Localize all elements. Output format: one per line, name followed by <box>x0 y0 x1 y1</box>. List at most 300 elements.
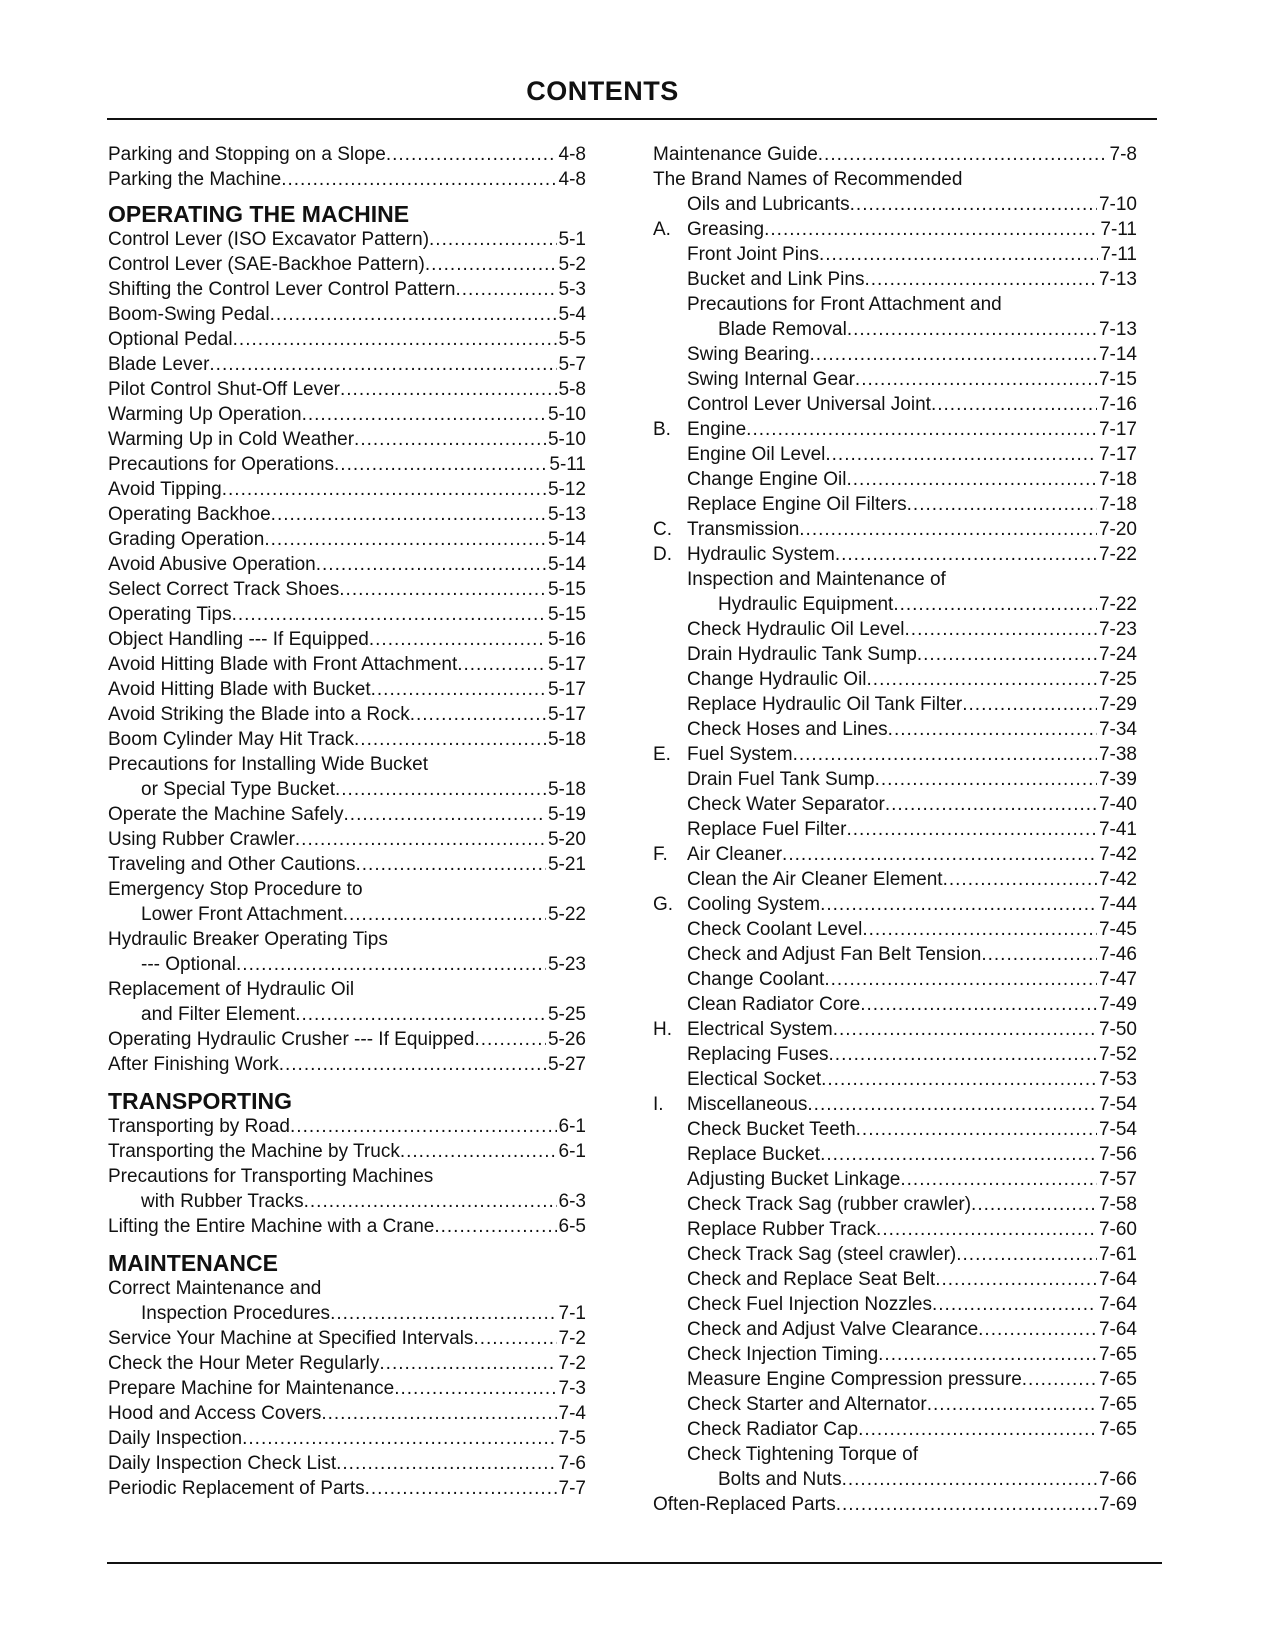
toc-page-number: 7-65 <box>1098 1394 1137 1415</box>
dot-leader <box>793 742 1097 767</box>
dot-leader <box>425 252 557 277</box>
toc-entry[interactable] <box>653 442 1137 467</box>
toc-entry-title: Check Injection Timing <box>687 1344 879 1365</box>
toc-entry-title: Check Radiator Cap <box>687 1419 859 1440</box>
toc-entry[interactable] <box>653 1042 1137 1067</box>
toc-page-number: 7-22 <box>1098 594 1137 615</box>
toc-entry[interactable] <box>108 1351 586 1376</box>
dot-leader <box>782 842 1097 867</box>
toc-entry-continued <box>653 292 1137 317</box>
toc-entry[interactable] <box>108 652 586 677</box>
dot-leader <box>971 1192 1097 1217</box>
toc-entry[interactable] <box>653 242 1137 267</box>
toc-entry-title: Maintenance Guide <box>653 144 818 165</box>
toc-entry[interactable] <box>108 1139 586 1164</box>
toc-page-number: 7-65 <box>1098 1344 1137 1365</box>
toc-entry[interactable] <box>653 592 1137 617</box>
toc-page-number: 5-12 <box>547 479 586 500</box>
dot-leader <box>321 1401 556 1426</box>
toc-entry[interactable] <box>108 1376 586 1401</box>
dot-leader <box>764 217 1098 242</box>
dot-leader <box>842 1467 1097 1492</box>
dot-leader <box>336 1451 556 1476</box>
toc-entry-title: Engine Oil Level <box>687 444 826 465</box>
toc-entry[interactable] <box>653 1067 1137 1092</box>
toc-entry-title: Drain Hydraulic Tank Sump <box>687 644 917 665</box>
toc-entry-title: Lifting the Entire Machine with a Crane <box>108 1216 435 1237</box>
toc-page-number: 5-25 <box>547 1004 586 1025</box>
toc-entry[interactable] <box>653 1492 1137 1517</box>
toc-entry-title: Traveling and Other Cautions <box>108 854 356 875</box>
dot-leader <box>829 1042 1097 1067</box>
toc-entry[interactable] <box>653 967 1137 992</box>
toc-entry[interactable] <box>108 777 586 802</box>
toc-entry[interactable] <box>108 1476 586 1501</box>
dot-leader <box>386 142 557 167</box>
top-rule <box>107 118 1157 120</box>
toc-entry-title: Replacing Fuses <box>687 1044 829 1065</box>
dot-leader <box>907 492 1097 517</box>
toc-entry-title: Bucket and Link Pins <box>687 269 865 290</box>
toc-entry-title: Correct Maintenance and <box>108 1278 322 1299</box>
toc-entry[interactable] <box>653 667 1137 692</box>
toc-entry-title: Control Lever Universal Joint <box>687 394 931 415</box>
toc-entry[interactable] <box>108 702 586 727</box>
section-heading-operating-the-machine: OPERATING THE MACHINE <box>108 201 410 227</box>
dot-leader <box>434 1214 556 1239</box>
dot-leader <box>232 602 546 627</box>
toc-page-number: 7-39 <box>1098 769 1137 790</box>
toc-entry-title: Blade Lever <box>108 354 210 375</box>
toc-entry-title: Oils and Lubricants <box>687 194 850 215</box>
dot-leader <box>379 1351 556 1376</box>
dot-leader <box>885 792 1097 817</box>
toc-entry[interactable] <box>108 552 586 577</box>
toc-entry[interactable] <box>653 792 1137 817</box>
dot-leader <box>365 1476 557 1501</box>
dot-leader <box>860 992 1097 1017</box>
toc-entry-title: Avoid Hitting Blade with Bucket <box>108 679 371 700</box>
toc-entry[interactable] <box>653 1317 1137 1342</box>
toc-entry-title: Replace Fuel Filter <box>687 819 847 840</box>
toc-entry[interactable] <box>653 317 1137 342</box>
toc-entry-continued <box>653 567 1137 592</box>
toc-entry[interactable] <box>108 1426 586 1451</box>
toc-entry-title: Precautions for Operations <box>108 454 335 475</box>
toc-section-letter: I. <box>653 1094 664 1115</box>
toc-page-number: 7-22 <box>1098 544 1137 565</box>
toc-page-number: 7-47 <box>1098 969 1137 990</box>
toc-entry-title: Check Water Separator <box>687 794 885 815</box>
toc-entry-title: Miscellaneous <box>687 1094 808 1115</box>
toc-entry[interactable] <box>653 992 1137 1017</box>
dot-leader <box>821 1067 1097 1092</box>
toc-entry-title: Check and Replace Seat Belt <box>687 1269 936 1290</box>
dot-leader <box>935 1267 1097 1292</box>
toc-entry[interactable] <box>653 517 1137 542</box>
dot-leader <box>820 1142 1097 1167</box>
toc-page-number: 4-8 <box>558 169 586 190</box>
toc-page-number: 7-16 <box>1098 394 1137 415</box>
toc-entry[interactable] <box>653 1017 1137 1042</box>
toc-entry[interactable] <box>108 1002 586 1027</box>
toc-entry[interactable] <box>653 467 1137 492</box>
toc-left-column <box>108 142 586 1501</box>
toc-entry[interactable] <box>653 642 1137 667</box>
toc-entry[interactable] <box>653 1117 1137 1142</box>
toc-page-number: 7-1 <box>558 1303 586 1324</box>
toc-entry[interactable] <box>653 1342 1137 1367</box>
toc-entry[interactable] <box>108 427 586 452</box>
toc-entry[interactable] <box>653 692 1137 717</box>
toc-entry[interactable] <box>108 627 586 652</box>
toc-page-number: 7-56 <box>1098 1144 1137 1165</box>
toc-entry[interactable] <box>108 677 586 702</box>
toc-entry-title: Daily Inspection <box>108 1428 243 1449</box>
toc-entry[interactable] <box>108 302 586 327</box>
dot-leader <box>847 467 1097 492</box>
dot-leader <box>334 452 547 477</box>
toc-entry-title: Air Cleaner <box>687 844 783 865</box>
toc-entry[interactable] <box>108 277 586 302</box>
dot-leader <box>302 402 546 427</box>
toc-entry[interactable] <box>653 142 1137 167</box>
toc-entry-title: --- Optional <box>141 954 237 975</box>
toc-page-number: 5-8 <box>558 379 586 400</box>
toc-entry-continued <box>108 877 586 902</box>
toc-page-number: 7-64 <box>1098 1319 1137 1340</box>
toc-page-number: 7-29 <box>1098 694 1137 715</box>
toc-entry[interactable] <box>108 727 586 752</box>
dot-leader <box>394 1376 556 1401</box>
toc-entry-title: Adjusting Bucket Linkage <box>687 1169 901 1190</box>
toc-entry-title: Object Handling --- If Equipped <box>108 629 369 650</box>
toc-entry[interactable] <box>653 1092 1137 1117</box>
toc-entry-title: Avoid Tipping <box>108 479 222 500</box>
toc-entry-title: Pilot Control Shut-Off Lever <box>108 379 340 400</box>
toc-entry-title: Avoid Abusive Operation <box>108 554 316 575</box>
dot-leader <box>876 1217 1097 1242</box>
toc-page-number: 7-64 <box>1098 1269 1137 1290</box>
toc-page-number: 5-5 <box>558 329 586 350</box>
toc-page-number: 5-1 <box>558 229 586 250</box>
toc-entry[interactable] <box>653 767 1137 792</box>
section-heading-maintenance: MAINTENANCE <box>108 1250 278 1276</box>
toc-entry-title: Daily Inspection Check List <box>108 1453 337 1474</box>
toc-entry[interactable] <box>108 1451 586 1476</box>
toc-entry-title: Inspection Procedures <box>141 1303 331 1324</box>
toc-entry[interactable] <box>108 852 586 877</box>
toc-entry[interactable] <box>653 492 1137 517</box>
toc-page-number: 7-8 <box>1109 144 1137 165</box>
toc-entry-title: Optional Pedal <box>108 329 233 350</box>
toc-entry[interactable] <box>108 527 586 552</box>
toc-entry-continued <box>108 1164 586 1189</box>
toc-entry-title: Hydraulic Equipment <box>718 594 894 615</box>
dot-leader <box>807 1092 1097 1117</box>
toc-entry[interactable] <box>653 1242 1137 1267</box>
dot-leader <box>295 1002 546 1027</box>
dot-leader <box>799 517 1097 542</box>
toc-entry-title: Parking the Machine <box>108 169 282 190</box>
toc-entry[interactable] <box>108 1027 586 1052</box>
toc-entry-title: Warming Up in Cold Weather <box>108 429 355 450</box>
toc-page-number: 7-2 <box>558 1328 586 1349</box>
dot-leader <box>233 327 557 352</box>
dot-leader <box>271 502 546 527</box>
toc-entry[interactable] <box>108 577 586 602</box>
toc-entry-title: Precautions for Transporting Machines <box>108 1166 434 1187</box>
toc-entry[interactable] <box>108 502 586 527</box>
toc-page-number: 5-14 <box>547 529 586 550</box>
toc-entry-title: Replace Rubber Track <box>687 1219 877 1240</box>
toc-page-number: 7-17 <box>1098 419 1137 440</box>
toc-page-number: 5-22 <box>547 904 586 925</box>
toc-page-number: 7-11 <box>1100 219 1137 240</box>
toc-entry[interactable] <box>108 1301 586 1326</box>
dot-leader <box>339 577 546 602</box>
dot-leader <box>410 702 546 727</box>
toc-page-number: 7-52 <box>1098 1044 1137 1065</box>
dot-leader <box>429 227 557 252</box>
toc-entry[interactable] <box>653 217 1137 242</box>
toc-page-number: 7-44 <box>1098 894 1137 915</box>
toc-entry[interactable] <box>653 1417 1137 1442</box>
toc-entry-title: Cooling System <box>687 894 821 915</box>
dot-leader <box>900 1167 1097 1192</box>
toc-entry-title: Check Track Sag (rubber crawler) <box>687 1194 972 1215</box>
dot-leader <box>457 652 546 677</box>
toc-entry[interactable] <box>653 392 1137 417</box>
dot-leader <box>354 427 546 452</box>
toc-entry[interactable] <box>108 252 586 277</box>
toc-entry[interactable] <box>108 227 586 252</box>
toc-page-number: 7-17 <box>1098 444 1137 465</box>
toc-entry[interactable] <box>108 1326 586 1351</box>
dot-leader <box>344 802 546 827</box>
toc-section-letter: B. <box>653 419 671 440</box>
toc-entry-title: Emergency Stop Procedure to <box>108 879 363 900</box>
dot-leader <box>962 692 1097 717</box>
toc-page-number: 7-38 <box>1098 744 1137 765</box>
toc-page-number: 7-65 <box>1098 1369 1137 1390</box>
toc-entry[interactable] <box>653 617 1137 642</box>
toc-entry[interactable] <box>653 542 1137 567</box>
toc-entry-title: Hood and Access Covers <box>108 1403 322 1424</box>
toc-page-number: 7-25 <box>1098 669 1137 690</box>
toc-section-letter: C. <box>653 519 672 540</box>
dot-leader <box>835 542 1097 567</box>
toc-page-number: 7-58 <box>1098 1194 1137 1215</box>
dot-leader <box>825 442 1097 467</box>
toc-entry-title: Using Rubber Crawler <box>108 829 295 850</box>
dot-leader <box>279 1052 546 1077</box>
dot-leader <box>455 277 556 302</box>
toc-entry-title: Blade Removal <box>718 319 847 340</box>
toc-page-number: 5-15 <box>547 604 586 625</box>
toc-entry[interactable] <box>108 827 586 852</box>
toc-page-number: 7-66 <box>1098 1469 1137 1490</box>
toc-page-number: 7-64 <box>1098 1294 1137 1315</box>
toc-entry[interactable] <box>653 1392 1137 1417</box>
toc-entry[interactable] <box>653 1217 1137 1242</box>
toc-page-number: 7-13 <box>1098 319 1137 340</box>
toc-page-number: 7-14 <box>1098 344 1137 365</box>
toc-entry[interactable] <box>108 1214 586 1239</box>
dot-leader <box>1022 1367 1097 1392</box>
toc-entry[interactable] <box>108 1114 586 1139</box>
toc-entry[interactable] <box>108 802 586 827</box>
toc-entry[interactable] <box>108 142 586 167</box>
toc-entry[interactable] <box>653 717 1137 742</box>
toc-page-number: 5-14 <box>547 554 586 575</box>
toc-entry[interactable] <box>653 892 1137 917</box>
dot-leader <box>867 667 1097 692</box>
toc-entry[interactable] <box>653 742 1137 767</box>
toc-entry-title: Boom-Swing Pedal <box>108 304 270 325</box>
toc-entry[interactable] <box>653 417 1137 442</box>
toc-page-number: 7-45 <box>1098 919 1137 940</box>
toc-entry-title: Transporting by Road <box>108 1116 291 1137</box>
toc-page-number: 7-40 <box>1098 794 1137 815</box>
toc-entry-title: Inspection and Maintenance of <box>687 569 946 590</box>
toc-entry[interactable] <box>108 352 586 377</box>
toc-entry[interactable] <box>653 1467 1137 1492</box>
toc-page-number: 7-54 <box>1098 1119 1137 1140</box>
toc-entry-title: Clean Radiator Core <box>687 994 861 1015</box>
dot-leader <box>354 727 546 752</box>
dot-leader <box>222 477 546 502</box>
toc-entry[interactable] <box>108 477 586 502</box>
dot-leader <box>893 592 1097 617</box>
toc-page-number: 5-27 <box>547 1054 586 1075</box>
toc-page-number: 7-7 <box>558 1478 586 1499</box>
toc-page-number: 7-49 <box>1098 994 1137 1015</box>
dot-leader <box>888 717 1097 742</box>
toc-entry[interactable] <box>653 1142 1137 1167</box>
toc-page-number: 5-10 <box>547 404 586 425</box>
toc-page-number: 6-1 <box>558 1141 586 1162</box>
toc-entry-title: Fuel System <box>687 744 793 765</box>
toc-entry[interactable] <box>108 1052 586 1077</box>
toc-entry-title: Hydraulic Breaker Operating Tips <box>108 929 388 950</box>
toc-entry-title: Change Engine Oil <box>687 469 847 490</box>
toc-entry[interactable] <box>653 817 1137 842</box>
toc-page-number: 7-15 <box>1098 369 1137 390</box>
toc-entry[interactable] <box>653 342 1137 367</box>
toc-entry[interactable] <box>108 952 586 977</box>
dot-leader <box>264 527 546 552</box>
dot-leader <box>474 1027 546 1052</box>
toc-entry-title: Replace Hydraulic Oil Tank Filter <box>687 694 963 715</box>
toc-entry[interactable] <box>653 267 1137 292</box>
toc-page-number: 5-3 <box>558 279 586 300</box>
toc-page-number: 7-11 <box>1100 244 1137 265</box>
toc-entry[interactable] <box>108 377 586 402</box>
toc-entry-title: Electrical System <box>687 1019 833 1040</box>
toc-page-number: 7-10 <box>1098 194 1137 215</box>
dot-leader <box>846 817 1097 842</box>
dot-leader <box>820 892 1097 917</box>
toc-page-number: 7-18 <box>1098 469 1137 490</box>
toc-entry[interactable] <box>653 1367 1137 1392</box>
toc-entry-continued <box>108 977 586 1002</box>
toc-entry[interactable] <box>653 917 1137 942</box>
toc-entry[interactable] <box>653 1267 1137 1292</box>
toc-entry-continued <box>108 1276 586 1301</box>
toc-page-number: 7-34 <box>1098 719 1137 740</box>
toc-entry[interactable] <box>108 1189 586 1214</box>
dot-leader <box>236 952 546 977</box>
toc-page-number: 7-61 <box>1098 1244 1137 1265</box>
toc-page-number: 6-3 <box>558 1191 586 1212</box>
toc-entry-title: Check Starter and Alternator <box>687 1394 927 1415</box>
toc-entry[interactable] <box>653 867 1137 892</box>
toc-page-number: 5-7 <box>558 354 586 375</box>
dot-leader <box>833 1017 1097 1042</box>
toc-page-number: 7-46 <box>1098 944 1137 965</box>
dot-leader <box>290 1114 557 1139</box>
toc-entry[interactable] <box>108 902 586 927</box>
toc-entry[interactable] <box>108 602 586 627</box>
toc-entry-title: Replace Engine Oil Filters <box>687 494 907 515</box>
dot-leader <box>932 1292 1097 1317</box>
toc-right-column <box>653 142 1137 1517</box>
toc-entry-title: Service Your Machine at Specified Intervals <box>108 1328 474 1349</box>
toc-entry-title: Control Lever (SAE-Backhoe Pattern) <box>108 254 425 275</box>
dot-leader <box>836 1492 1097 1517</box>
toc-entry-continued <box>108 752 586 777</box>
toc-entry[interactable] <box>108 1401 586 1426</box>
toc-entry[interactable] <box>653 942 1137 967</box>
toc-entry[interactable] <box>653 367 1137 392</box>
toc-page-number: 5-2 <box>558 254 586 275</box>
toc-entry-title: Replacement of Hydraulic Oil <box>108 979 355 1000</box>
dot-leader <box>862 917 1097 942</box>
toc-entry[interactable] <box>108 327 586 352</box>
dot-leader <box>340 377 557 402</box>
toc-entry-continued <box>108 927 586 952</box>
toc-entry[interactable] <box>653 1292 1137 1317</box>
toc-entry[interactable] <box>108 167 586 192</box>
toc-entry[interactable] <box>108 402 586 427</box>
toc-entry-title: Greasing <box>687 219 765 240</box>
dot-leader <box>473 1326 556 1351</box>
toc-entry[interactable] <box>653 1167 1137 1192</box>
toc-page-number: 7-3 <box>558 1378 586 1399</box>
toc-entry-title: Operating Tips <box>108 604 232 625</box>
dot-leader <box>931 392 1097 417</box>
toc-entry-title: Bolts and Nuts <box>718 1469 842 1490</box>
dot-leader <box>270 302 557 327</box>
dot-leader <box>810 342 1097 367</box>
toc-entry-title: Check Tightening Torque of <box>687 1444 918 1465</box>
toc-entry-title: Operating Hydraulic Crusher --- If Equipped <box>108 1029 475 1050</box>
toc-entry-title: Change Hydraulic Oil <box>687 669 867 690</box>
dot-leader <box>905 617 1097 642</box>
toc-entry-title: Hydraulic System <box>687 544 835 565</box>
dot-leader <box>927 1392 1097 1417</box>
toc-entry[interactable] <box>108 452 586 477</box>
toc-page-number: 5-18 <box>547 729 586 750</box>
toc-entry[interactable] <box>653 842 1137 867</box>
toc-entry[interactable] <box>653 192 1137 217</box>
dot-leader <box>295 827 546 852</box>
toc-entry-title: Boom Cylinder May Hit Track <box>108 729 355 750</box>
toc-entry[interactable] <box>653 1192 1137 1217</box>
toc-entry-continued <box>653 167 1137 192</box>
toc-page-number: 7-18 <box>1098 494 1137 515</box>
